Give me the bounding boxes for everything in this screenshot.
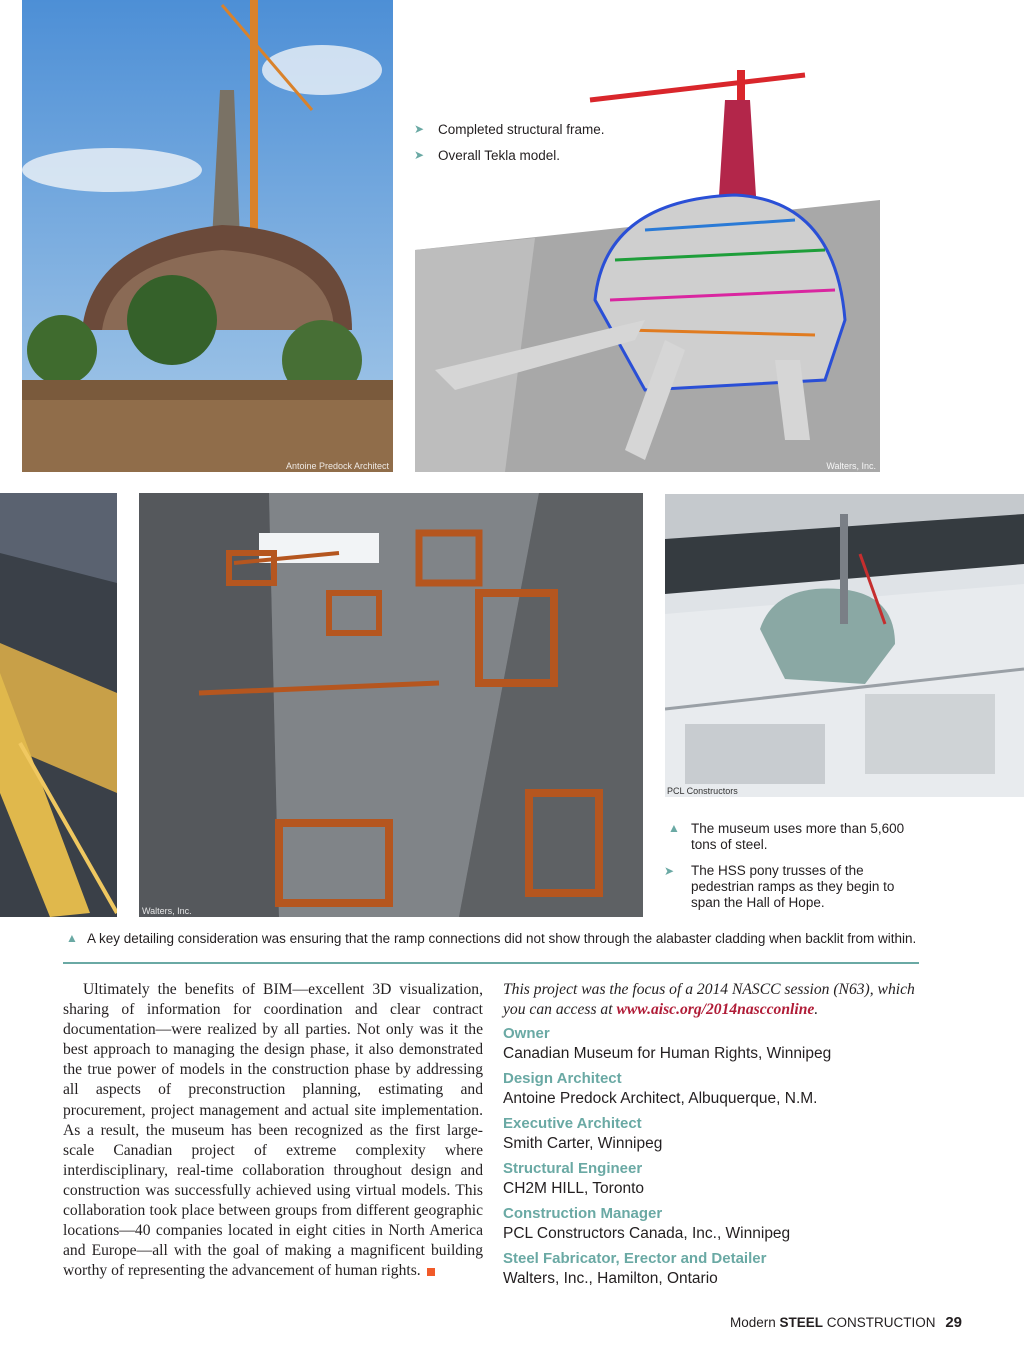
footer-modern: Modern bbox=[729, 1315, 776, 1330]
arrow-right-icon: ➤ bbox=[414, 148, 425, 162]
photo-credit: Walters, Inc. bbox=[826, 461, 876, 471]
arrow-up-icon: ▲ bbox=[668, 821, 680, 835]
credit-role: Structural Engineer bbox=[503, 1160, 643, 1177]
article-paragraph: Ultimately the benefits of BIM—excellent 3D visualization, sharing of information for coordination and clear contract documentation—were realized by all parties. Not only was it the best approach to managing the design phase, it also demonstrated the true power of models in the construction phase by addressing all aspects of preconstruction planning, estimating and procurement, project management and actual site implementation. As a result, the museum has been recognized as the first large-scale Canadian project of extreme complexity where interdisciplinary, real-time collaboration throughout design and construction was successfully achieved using virtual models. This collaboration took place between groups from different geographic locations—40 companies located in eight cities in North America and Europe—all with the goal of making a magnificent building worthy of representing the advancement of human rights. bbox=[63, 981, 483, 1280]
credit-name: Canadian Museum for Human Rights, Winnipeg bbox=[503, 1045, 832, 1062]
photo-credit: Walters, Inc. bbox=[142, 906, 192, 916]
arrow-up-icon: ▲ bbox=[66, 931, 78, 945]
photo-aerial-winter bbox=[665, 494, 1024, 797]
credit-role: Executive Architect bbox=[503, 1115, 642, 1132]
footer-steel: STEEL bbox=[779, 1315, 824, 1330]
credit-role: Owner bbox=[503, 1025, 550, 1042]
caption-tekla-model: Overall Tekla model. bbox=[438, 148, 561, 163]
photo-construction-crane bbox=[22, 0, 393, 472]
credit-name: CH2M HILL, Toronto bbox=[503, 1180, 644, 1197]
photo-tekla-model bbox=[415, 0, 880, 472]
photo-credit: Antoine Predock Architect bbox=[285, 461, 389, 471]
article-body bbox=[63, 980, 483, 1281]
section-divider bbox=[63, 962, 919, 964]
footer-construction: CONSTRUCTION bbox=[826, 1315, 936, 1330]
credit-name: Walters, Inc., Hamilton, Ontario bbox=[503, 1270, 718, 1287]
credit-role: Design Architect bbox=[503, 1070, 622, 1087]
caption-detailing: A key detailing consideration was ensuring that the ramp connections did not show through the alabaster cladding when backlit from within. bbox=[87, 931, 917, 946]
nascc-note: This project was the focus of a 2014 NASCC session (N63), which you can access at www.aisc.org/2014nascconline. bbox=[503, 981, 915, 1018]
credit-role: Steel Fabricator, Erector and Detailer bbox=[503, 1250, 767, 1267]
credit-role: Construction Manager bbox=[503, 1205, 663, 1222]
caption-tons-of-steel: The museum uses more than 5,600 tons of steel. bbox=[691, 821, 905, 852]
credit-name: Antoine Predock Architect, Albuquerque, N.M. bbox=[503, 1090, 818, 1107]
caption-completed-frame: Completed structural frame. bbox=[438, 122, 605, 137]
end-of-article-mark bbox=[427, 1268, 435, 1276]
photo-interior-partial bbox=[0, 493, 117, 917]
arrow-left-icon: ➤ bbox=[664, 864, 675, 878]
photo-credit: PCL Constructors bbox=[667, 786, 738, 796]
caption-pony-trusses: The HSS pony trusses of the pedestrian ramps as they begin to span the Hall of Hope. bbox=[691, 863, 895, 910]
page-number: 29 bbox=[945, 1314, 962, 1331]
credit-name: PCL Constructors Canada, Inc., Winnipeg bbox=[503, 1225, 791, 1242]
arrow-left-icon: ➤ bbox=[414, 122, 425, 136]
photo-concrete-interior bbox=[139, 493, 643, 917]
credit-name: Smith Carter, Winnipeg bbox=[503, 1135, 663, 1152]
page-footer bbox=[730, 1314, 962, 1331]
project-credits bbox=[503, 980, 923, 1294]
nascc-link[interactable]: www.aisc.org/2014nascconline bbox=[616, 1001, 815, 1018]
